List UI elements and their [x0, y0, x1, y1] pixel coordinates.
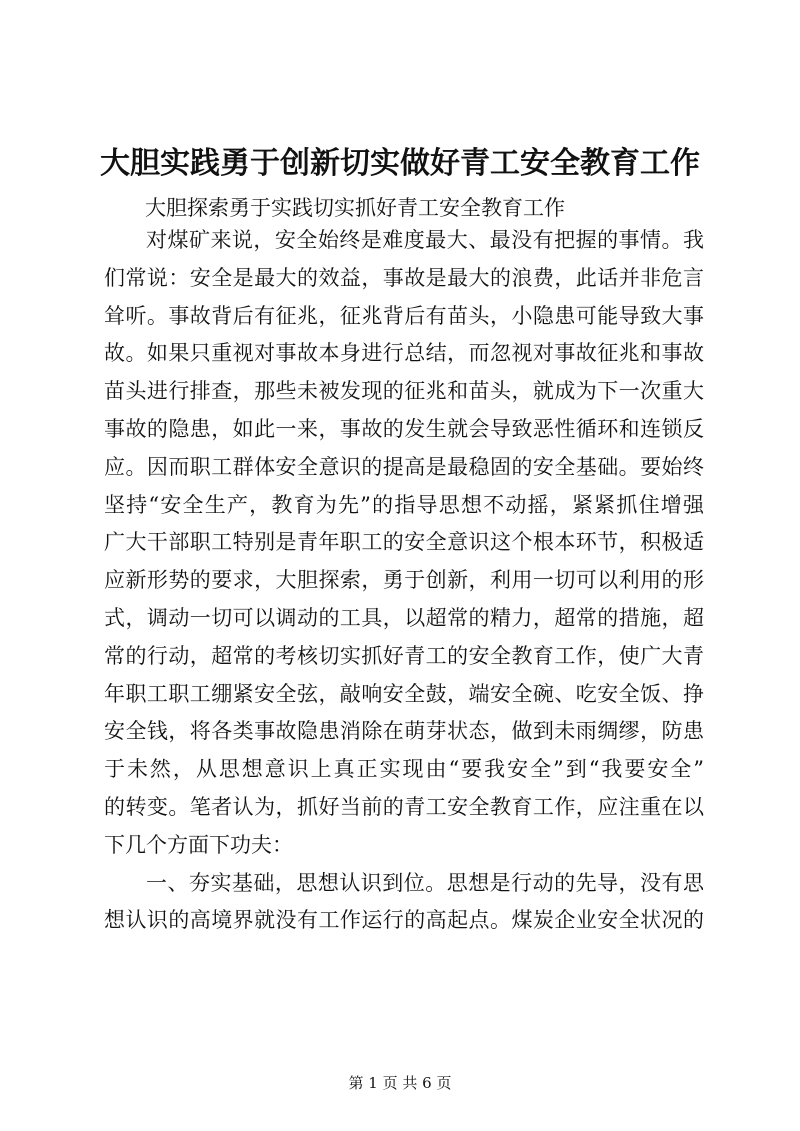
document-title: 大胆实践勇于创新切实做好青工安全教育工作	[100, 146, 700, 181]
document-subtitle: 大胆探索勇于实践切实抓好青工安全教育工作	[145, 196, 565, 220]
paragraph-line: 想认识的高境界就没有工作运行的高起点。煤炭企业安全状况的	[104, 908, 704, 933]
page-footer: 第 1 页 共 6 页	[348, 1074, 452, 1092]
paragraph-line: 耸听。事故背后有征兆，征兆背后有苗头，小隐患可能导致大事	[104, 303, 704, 328]
paragraph-line: 苗头进行排查，那些未被发现的征兆和苗头，就成为下一次重大	[104, 379, 704, 404]
paragraph-line: 应新形势的要求，大胆探索，勇于创新，利用一切可以利用的形	[104, 568, 704, 593]
paragraph-line: 的转变。笔者认为，抓好当前的青工安全教育工作，应注重在以	[104, 794, 704, 819]
paragraph-line: 于未然，从思想意识上真正实现由“要我安全”到“我要安全”	[104, 757, 704, 782]
paragraph-line: 坚持“安全生产，教育为先”的指导思想不动摇，紧紧抓住增强	[104, 492, 704, 517]
paragraph-line: 故。如果只重视对事故本身进行总结，而忽视对事故征兆和事故	[104, 341, 704, 366]
document-body	[104, 222, 704, 940]
paragraph-line: 式，调动一切可以调动的工具，以超常的精力，超常的措施，超	[104, 605, 704, 630]
paragraph-line: 应。因而职工群体安全意识的提高是最稳固的安全基础。要始终	[104, 454, 704, 479]
paragraph-line: 对煤矿来说，安全始终是难度最大、最没有把握的事情。我	[146, 228, 704, 252]
paragraph-line: 安全钱，将各类事故隐患消除在萌芽状态，做到未雨绸缪，防患	[104, 719, 704, 744]
paragraph-line: 常的行动，超常的考核切实抓好青工的安全教育工作，使广大青	[104, 643, 704, 668]
paragraph-line: 年职工职工绷紧安全弦，敲响安全鼓，端安全碗、吃安全饭、挣	[104, 681, 704, 706]
paragraph-line: 事故的隐患，如此一来，事故的发生就会导致恶性循环和连锁反	[104, 416, 704, 441]
paragraph-line: 一、夯实基础，思想认识到位。思想是行动的先导，没有思	[146, 870, 704, 895]
paragraph-line: 广大干部职工特别是青年职工的安全意识这个根本环节，积极适	[104, 530, 704, 555]
paragraph-line: 下几个方面下功夫：	[104, 832, 293, 857]
paragraph-line: 们常说：安全是最大的效益，事故是最大的浪费，此话并非危言	[104, 265, 704, 290]
